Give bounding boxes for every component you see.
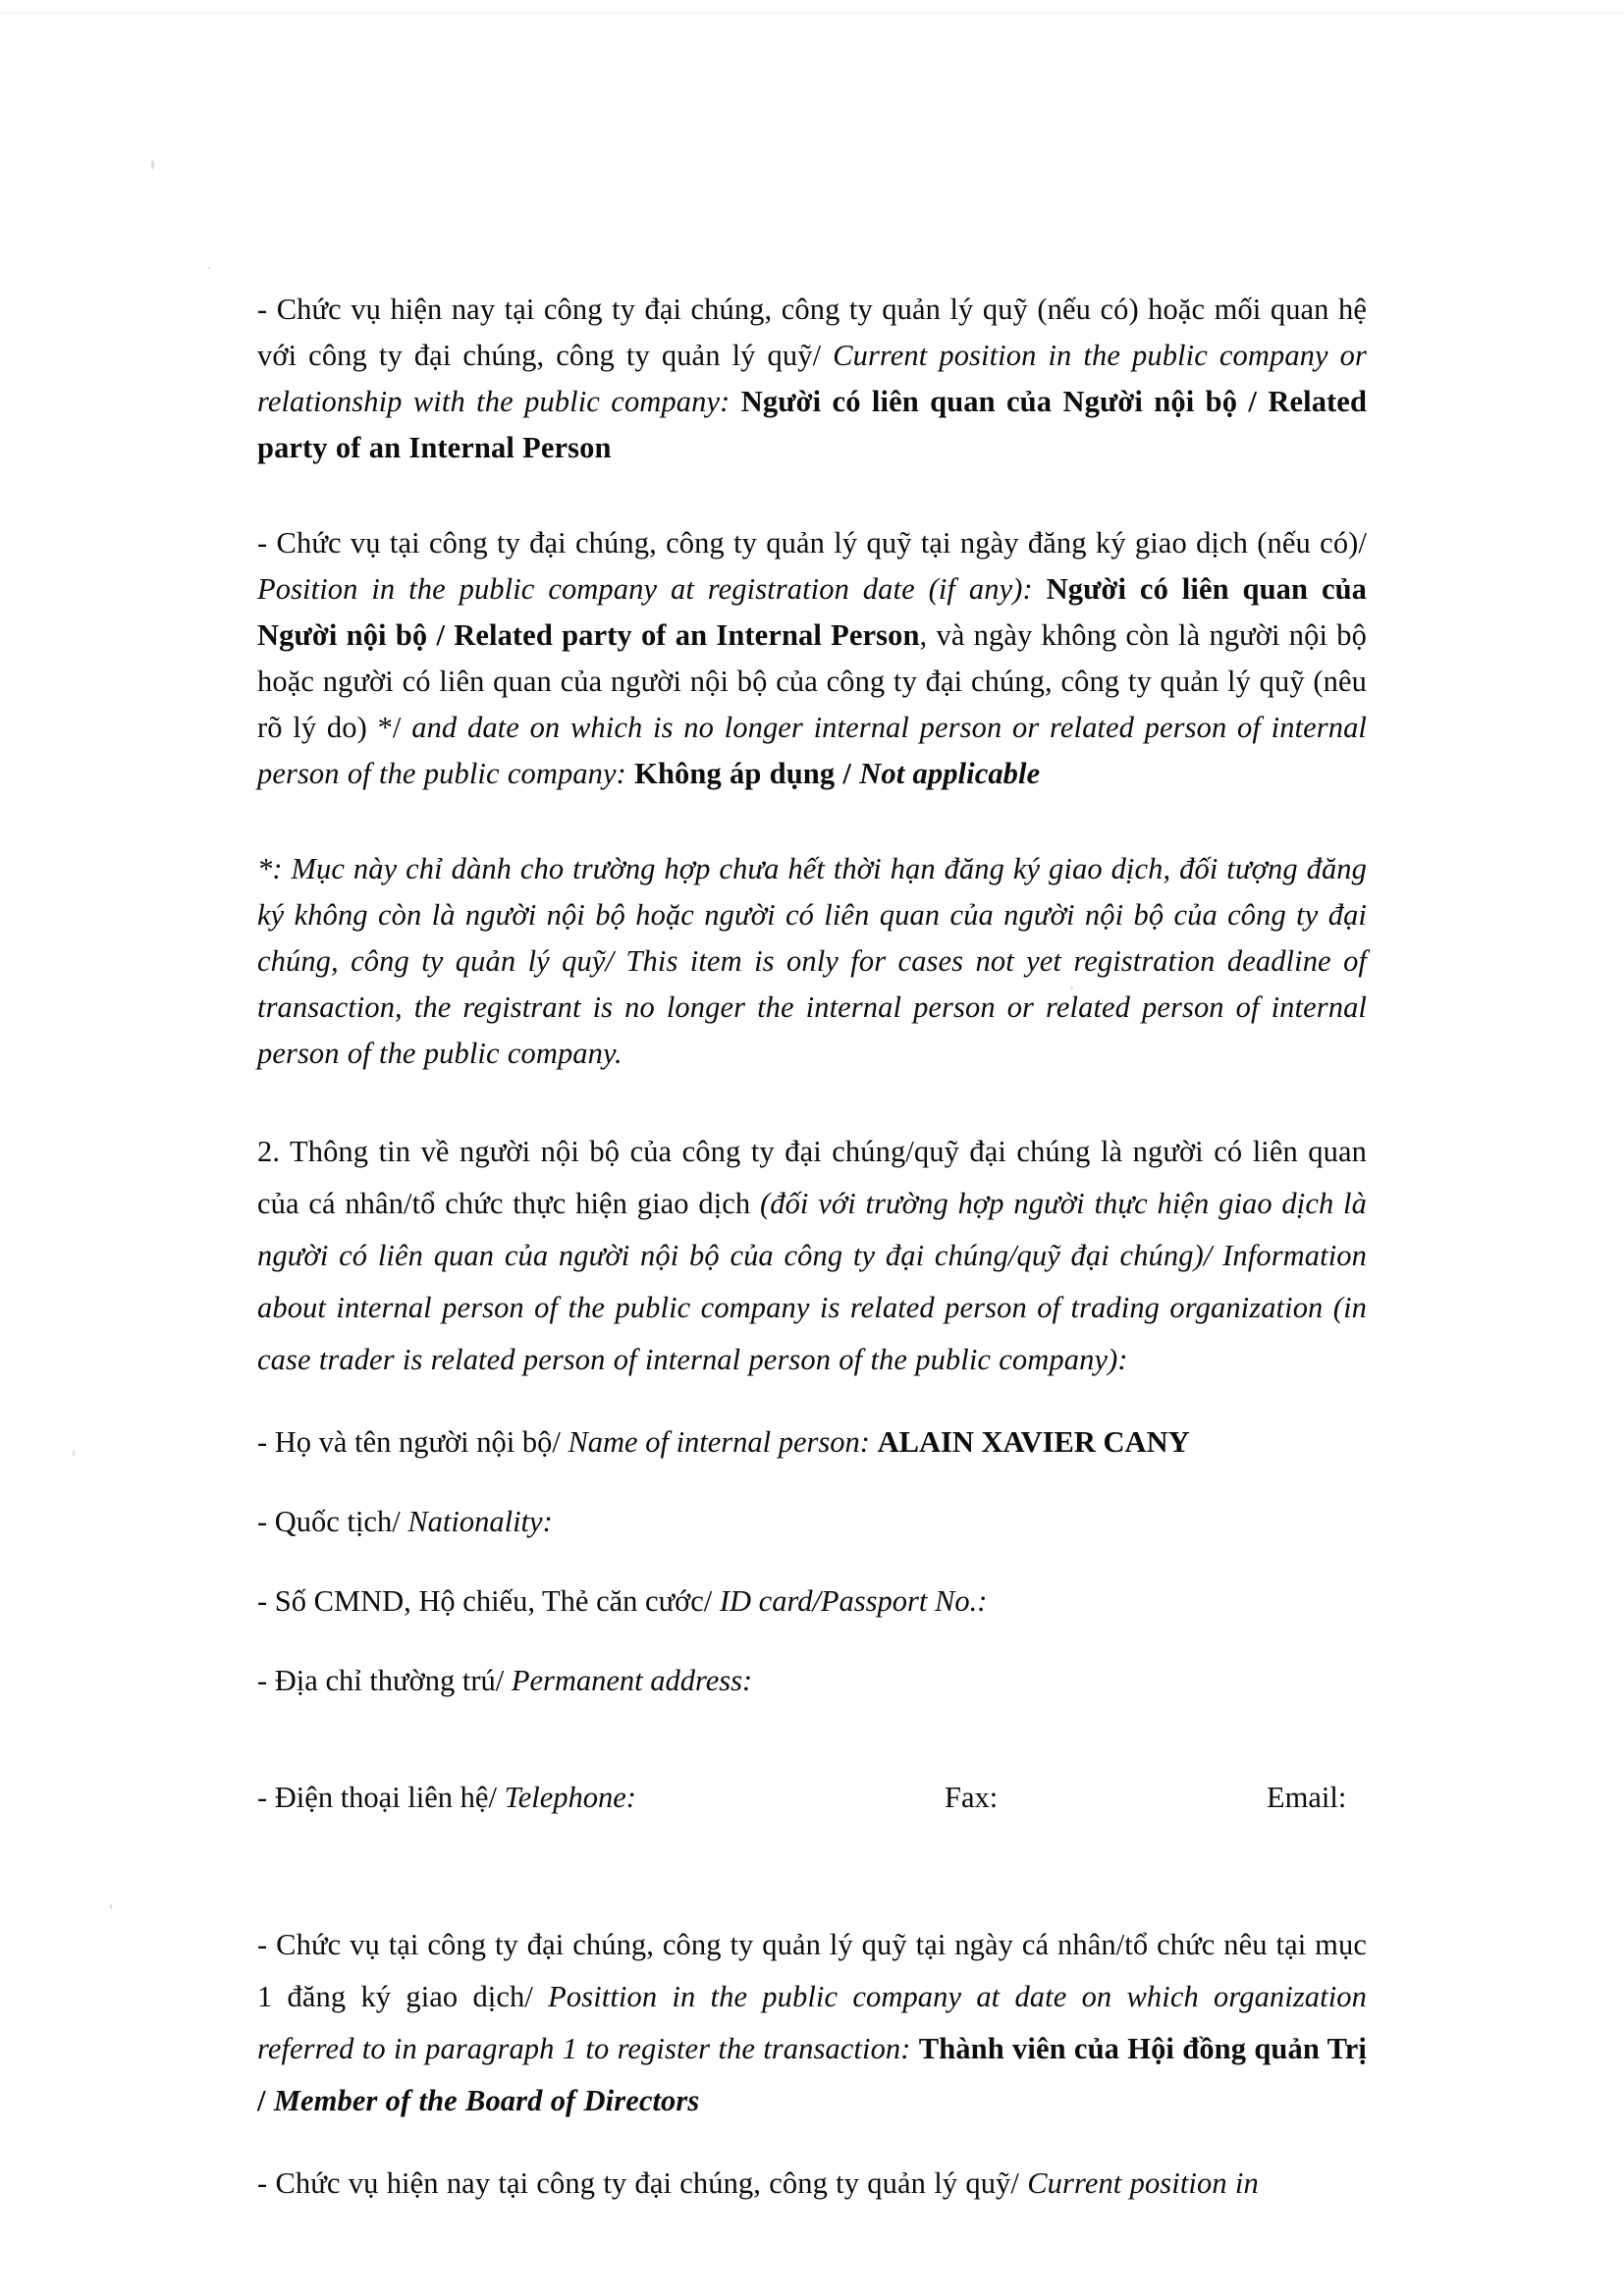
registration-position-vi-text: - Chức vụ tại công ty đại chúng, công ty quản lý quỹ tại ngày đăng ký giao dịch (nếu có)/ <box>257 526 1367 560</box>
registration-position-answer-2-vi: Không áp dụng / <box>634 757 860 790</box>
position-at-date-vi-text: - Chức vụ tại công ty đại chúng, công ty quản lý quỹ tại ngày cá nhân/tổ chức nêu tại mục 1 đăng ký giao dịch/ <box>257 1928 1367 2013</box>
scan-speck <box>110 1904 112 1909</box>
field-permanent-address <box>257 1658 1367 1704</box>
paragraph-spacer <box>257 2127 1367 2161</box>
field-name-of-internal-person <box>257 1419 1367 1466</box>
paragraph-current-position-trailing <box>257 2161 1367 2207</box>
section-2-en-text: Information about internal person of the public company is related person of trading organization (in case trader is related person of internal person of the public company): <box>257 1239 1367 1376</box>
paragraph-spacer <box>257 471 1367 520</box>
registration-position-answer: Người có liên quan của Người nội bộ / Related party of an Internal Person <box>257 572 1367 652</box>
document-text-column <box>257 287 1367 2207</box>
current-position-answer: Người có liên quan của Người nội bộ / Related party of an Internal Person <box>257 385 1368 464</box>
paragraph-spacer <box>257 1077 1367 1126</box>
position-at-date-answer-en: Member of the Board of Directors <box>273 2084 700 2117</box>
scan-speck <box>208 267 210 269</box>
field-spacer <box>257 1625 1367 1658</box>
field-label-en: Permanent address: <box>511 1664 753 1697</box>
section-spacer <box>257 1821 1367 1919</box>
field-telephone <box>257 1775 636 1821</box>
scan-artifact-top-line <box>0 13 1624 14</box>
paragraph-position-at-registration-date <box>257 1919 1367 2127</box>
field-value-internal-person-name: ALAIN XAVIER CANY <box>877 1425 1190 1459</box>
field-nationality <box>257 1499 1367 1545</box>
field-email-label: Email: <box>1267 1781 1347 1814</box>
current-position-en-text: Current position in the public company or relationship with the public company: <box>257 339 1368 418</box>
current-position-vi-text: - Chức vụ hiện nay tại công ty đại chúng, công ty quản lý quỹ (nếu có) hoặc mối quan hệ với công ty đại chúng, công ty quản lý quỹ/ <box>257 293 1367 372</box>
paragraph-spacer <box>257 797 1367 846</box>
scan-speck <box>151 160 154 170</box>
field-label-en: Name of internal person: <box>568 1425 878 1459</box>
footnote-text: *: Mục này chỉ dành cho trường hợp chưa hết thời hạn đăng ký giao dịch, đối tượng đăng ký không còn là người nội bộ hoặc người có liên quan của người nội bộ của công ty đại chúng, công ty quản lý quỹ/ This item is only for cases not yet registration deadline of transaction, the registrant is no longer the internal person or related person of internal person of the public company. <box>257 852 1367 1070</box>
field-label-vi: - Địa chỉ thường trú/ <box>257 1664 512 1697</box>
field-label-vi: - Quốc tịch/ <box>257 1505 408 1538</box>
scan-speck <box>73 1450 75 1457</box>
paragraph-spacer <box>257 1386 1367 1419</box>
paragraph-footnote-asterisk <box>257 846 1367 1077</box>
section-2-vi-text: 2. Thông tin về người nội bộ của công ty đại chúng/quỹ đại chúng là người có liên quan của cá nhân/tổ chức thực hiện giao dịch <box>257 1135 1367 1220</box>
field-spacer <box>257 1545 1367 1578</box>
field-label-vi: - Số CMND, Hộ chiếu, Thẻ căn cước/ <box>257 1584 720 1618</box>
registration-position-answer-2-en: Not applicable <box>859 757 1041 790</box>
field-label-vi: - Điện thoại liên hệ/ <box>257 1781 505 1814</box>
paragraph-current-position <box>257 287 1367 471</box>
field-contact-row <box>257 1775 1367 1821</box>
trailing-vi-text: - Chức vụ hiện nay tại công ty đại chúng, công ty quản lý quỹ/ <box>257 2166 1028 2200</box>
position-at-date-answer-vi: Thành viên của Hội đồng quản Trị / <box>257 2032 1367 2117</box>
field-spacer <box>257 1466 1367 1499</box>
registration-position-en-continuation: and date on which is no longer internal person or related person of internal person of the public company: <box>257 711 1367 790</box>
paragraph-registration-date-position <box>257 520 1367 797</box>
field-label-en: Nationality: <box>407 1505 553 1538</box>
field-id-card-passport-no <box>257 1578 1367 1625</box>
trailing-en-text: Current position in <box>1027 2166 1259 2200</box>
registration-position-vi-continuation: , và ngày không còn là người nội bộ hoặc người có liên quan của người nội bộ của công ty đại chúng, công ty quản lý quỹ (nêu rõ lý do) */ <box>257 618 1367 744</box>
registration-position-en-text: Position in the public company at registration date (if any): <box>257 572 1047 606</box>
section-2-vi-parenthetical: (đối với trường hợp người thực hiện giao dịch là người có liên quan của người nội bộ của công ty đại chúng/quỹ đại chúng)/ <box>257 1187 1367 1272</box>
field-fax-label: Fax: <box>945 1781 999 1814</box>
field-label-vi: - Họ và tên người nội bộ/ <box>257 1425 568 1459</box>
field-spacer <box>257 1704 1367 1775</box>
paragraph-section-2-heading <box>257 1126 1367 1386</box>
field-label-en: ID card/Passport No.: <box>719 1584 988 1618</box>
position-at-date-en-text: Posittion in the public company at date on which organization referred to in paragraph 1 to register the transaction: <box>257 1980 1368 2065</box>
field-label-en: Telephone: <box>504 1781 636 1814</box>
